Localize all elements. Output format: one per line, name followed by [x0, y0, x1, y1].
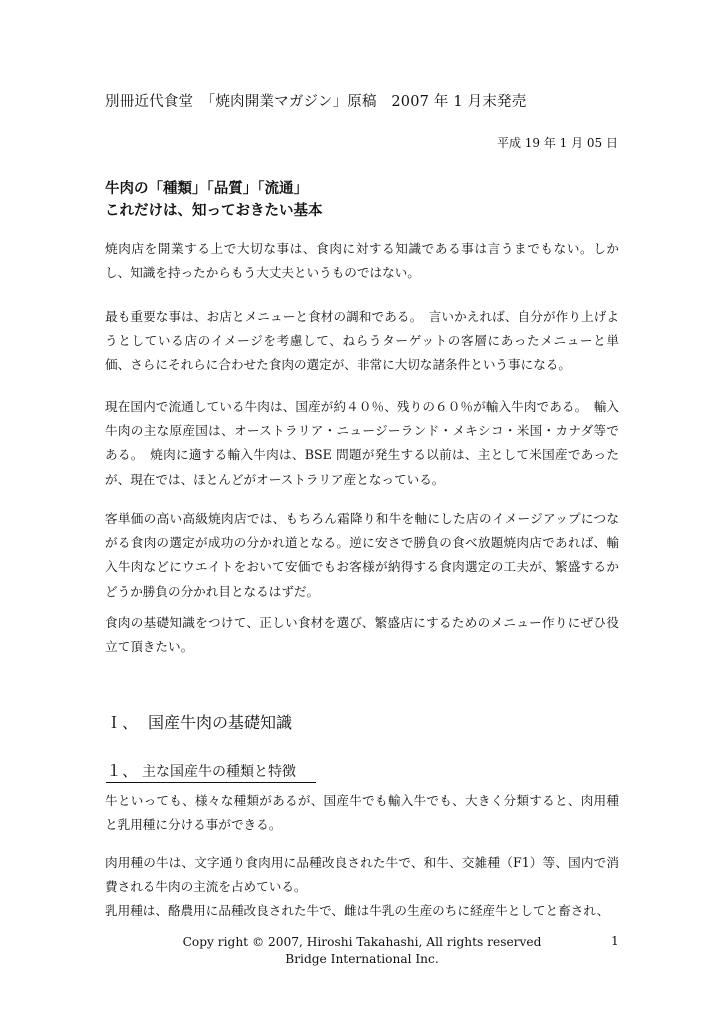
paragraph-closing: 食肉の基礎知識をつけて、正しい食材を選び、繁盛店にするためのメニュー作りにぜひ役立て頂きたい。 [105, 615, 619, 655]
subsection-title: 主な国産牛の種類と特徴 [142, 764, 297, 780]
paragraph-intro: 焼肉店を開業する上で大切な事は、食肉に対する知識である事は言うまでもない。しかし、知識を持ったからもう大丈夫というものではない。 [105, 241, 619, 281]
paragraph-harmony: 最も重要な事は、お店とメニューと食材の調和である。 言いかえれば、自分が作り上げようとしている店のイメージを考慮して、ねらうターゲットの客層にあったメニューと単価、さらにそれらに合わせた食肉の選定が、非常に大切な諸条件という事になる。 [105, 309, 619, 373]
paragraph-dairy-breeds: 乳用種は、酪農用に品種改良された牛で、雌は牛乳の生産のちに経産牛としてと畜され、 [105, 903, 610, 918]
section-number: Ｉ、 [106, 713, 139, 732]
title-line-1: 牛肉の「種類」「品質」「流通」 [105, 181, 308, 197]
document-date: 平成 19 年 1 月 05 日 [496, 136, 618, 150]
subsection-number: １、 [106, 761, 139, 780]
paragraph-distribution: 現在国内で流通している牛肉は、国産が約４０％、残りの６０％が輸入牛肉である。 輸入牛肉の主な原産国は、オーストラリア・ニュージーランド・メキシコ・米国・カナダ等である。 焼肉に適する輸入牛肉は、BSE 問題が発生する以前は、主として米国産であったが、現在では、ほとんどがオーストラリア産となっている。 [105, 399, 619, 487]
footer-copyright: Copy right © 2007, Hiroshi Takahashi, All rights reserved [182, 935, 542, 949]
document-title [105, 178, 323, 222]
document-header: 別冊近代食堂 「焼肉開業マガジン」原稿 2007 年 1 月末発売 [105, 94, 527, 110]
section-heading [106, 710, 292, 733]
paragraph-beef-breeds: 肉用種の牛は、文字通り食肉用に品種改良された牛で、和牛、交雑種（F1）等、国内で消費される牛肉の主流を占めている。 [105, 855, 619, 895]
title-line-2: これだけは、知っておきたい基本 [105, 203, 323, 219]
paragraph-selection: 客単価の高い高級焼肉店では、もちろん霜降り和牛を軸にした店のイメージアップにつながる食肉の選定が成功の分かれ道となる。逆に安さで勝負の食べ放題焼肉店であれば、輸入牛肉などにウエイトをおいて安価でもお客様が納得する食肉選定の工夫が、繁盛するかどうか勝負の分かれ目となるはずだ。 [105, 511, 619, 599]
section-title: 国産牛肉の基礎知識 [148, 713, 293, 732]
subsection-heading [106, 758, 316, 783]
paragraph-classification: 牛といっても、様々な種類があるが、国産牛でも輸入牛でも、大きく分類すると、肉用種と乳用種に分ける事ができる。 [105, 793, 619, 833]
footer-company: Bridge International Inc. [285, 952, 439, 966]
page-number: 1 [611, 934, 619, 948]
